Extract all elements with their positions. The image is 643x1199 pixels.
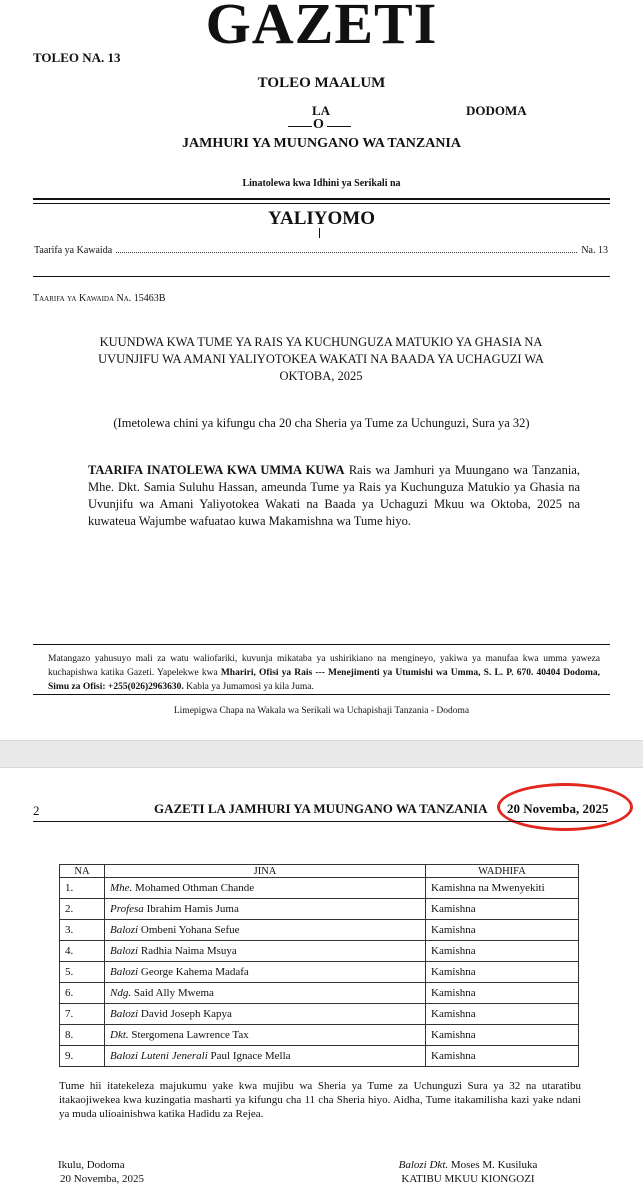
member-name — [105, 962, 426, 983]
member-title: Balozi — [110, 1008, 139, 1020]
row-number: 5. — [60, 962, 105, 983]
member-role: Kamishna na Mwenyekiti — [426, 878, 579, 899]
ornament-line-right — [327, 126, 351, 127]
row-number: 9. — [60, 1046, 105, 1067]
signer-name — [378, 1158, 558, 1172]
member-name — [105, 1004, 426, 1025]
member-title: Balozi — [110, 966, 139, 978]
notice-body-lead: TAARIFA INATOLEWA KWA UMMA KUWA — [88, 463, 345, 477]
masthead-title: GAZETI — [205, 0, 438, 56]
member-fullname: Stergomena Lawrence Tax — [128, 1029, 249, 1041]
ornament-o: O — [313, 117, 324, 132]
special-issue-label: TOLEO MAALUM — [257, 75, 386, 91]
toc-label: Taarifa ya Kawaida — [34, 245, 113, 256]
member-role: Kamishna — [426, 920, 579, 941]
signature-block — [378, 1158, 558, 1186]
member-name — [105, 920, 426, 941]
member-role: Kamishna — [426, 1025, 579, 1046]
signer-role: KATIBU MKUU KIONGOZI — [401, 1173, 535, 1185]
table-row — [60, 941, 579, 962]
member-role: Kamishna — [426, 983, 579, 1004]
rule-header-bottom — [33, 821, 607, 822]
table-row — [60, 1046, 579, 1067]
table-row — [60, 920, 579, 941]
notice-body — [88, 462, 580, 530]
table-row — [60, 1004, 579, 1025]
table-row — [60, 983, 579, 1004]
member-fullname: Paul Ignace Mella — [207, 1050, 291, 1062]
member-fullname: Ombeni Yohana Sefue — [138, 924, 240, 936]
member-fullname: Ibrahim Hamis Juma — [143, 903, 239, 915]
table-header-row — [60, 865, 579, 878]
place-label: DODOMA — [466, 103, 527, 118]
member-name — [105, 941, 426, 962]
printer-line: Limepigwa Chapa na Wakala wa Serikali wa Uchapishaji Tanzania - Dodoma — [173, 706, 470, 716]
page-separator — [0, 740, 643, 768]
table-row — [60, 899, 579, 920]
header-wadhifa: WADHIFA — [426, 865, 579, 878]
publishing-notice-end: Kabla ya Jumamosi ya kila Juma. — [183, 682, 314, 692]
member-title: Dkt. — [110, 1029, 129, 1041]
member-fullname: George Kahema Madafa — [138, 966, 249, 978]
header-date: 20 Novemba, 2025 — [507, 801, 609, 816]
table-row — [60, 878, 579, 899]
page-number: 2 — [33, 803, 40, 818]
contents-stem — [319, 228, 320, 238]
closing-paragraph: Tume hii itatekeleza majukumu yake kwa mujibu wa Sheria ya Tume za Uchunguzi Sura ya 32 na utaratibu itakaojiwekea kwa kuzingatia masharti ya kifungu cha 11 cha Sheria hiyo. Aidha, Tume itakamilisha kazi yake ndani ya muda ulioainishwa katika Hadidu za Rejea. — [59, 1080, 581, 1120]
member-role: Kamishna — [426, 899, 579, 920]
member-fullname: Mohamed Othman Chande — [132, 882, 255, 894]
member-title: Balozi — [110, 945, 139, 957]
member-title: Profesa — [110, 903, 144, 915]
publishing-notice-start: Matangazo yahusuyo mali za watu waliofariki, kuvunja mikataba ya ushirikiano na mengineyo, yakiwa ya manufaa kwa umma yaweza kuchapishwa katika Gazeti. Yapelekwe kwa — [48, 654, 600, 678]
member-title: Balozi Luteni Jenerali — [110, 1050, 208, 1062]
header-jina: JINA — [105, 865, 426, 878]
toc-leader — [116, 245, 577, 253]
row-number: 3. — [60, 920, 105, 941]
rule-notice-top — [33, 644, 610, 645]
running-header: GAZETI LA JAMHURI YA MUUNGANO WA TANZANIA — [154, 801, 488, 816]
member-fullname: Said Ally Mwema — [131, 987, 214, 999]
member-title: Mhe. — [110, 882, 133, 894]
notice-body-text: Rais wa Jamhuri ya Muungano wa Tanzania, Mhe. Dkt. Samia Suluhu Hassan, ameunda Tume ya Rais ya Kuchunguza Matukio ya Ghasia na Uvunjifu wa Amani Yaliyotokea Wakati na Baada ya Uchaguzi Mkuu wa Oktoba, 2025 na kuwateua Wajumbe wafuatao kuwa Makamishna wa Tume hiyo. — [88, 463, 580, 528]
issue-place: Ikulu, Dodoma — [58, 1159, 125, 1171]
member-fullname: Radhia Naima Msuya — [138, 945, 237, 957]
table-row — [60, 1025, 579, 1046]
row-number: 1. — [60, 878, 105, 899]
issue-date: 20 Novemba, 2025 — [60, 1173, 145, 1185]
ornament-line-left — [288, 126, 312, 127]
document-subtitle: (Imetolewa chini ya kifungu cha 20 cha Sheria ya Tume za Uchunguzi, Sura ya 32) — [113, 416, 530, 430]
row-number: 8. — [60, 1025, 105, 1046]
member-role: Kamishna — [426, 941, 579, 962]
document-title: KUUNDWA KWA TUME YA RAIS YA KUCHUNGUZA MATUKIO YA GHASIA NA UVUNJIFU WA AMANI YALIYOTOKEA WAKATI NA BAADA YA UCHAGUZI WA OKTOBA, 2025 — [98, 335, 544, 383]
member-role: Kamishna — [426, 1046, 579, 1067]
member-name — [105, 878, 426, 899]
member-name — [105, 1046, 426, 1067]
row-number: 6. — [60, 983, 105, 1004]
la-label: LA — [312, 103, 331, 118]
rule-notice-bottom — [33, 694, 610, 695]
rule-top-1 — [33, 198, 610, 200]
table-row — [60, 962, 579, 983]
row-number: 7. — [60, 1004, 105, 1025]
header-na: NA — [60, 865, 105, 878]
signer-fullname: Moses M. Kusiluka — [448, 1159, 538, 1171]
toc-number: Na. 13 — [581, 245, 608, 256]
publishing-notice-address: Mhariri, Ofisi ya Rais --- Menejimenti ya Utumishi wa Umma, S. L. P. 670. 40404 Dodoma, Simu za Ofisi: +255(026)2963630. — [48, 668, 600, 692]
notice-number: Taarifa ya Kawaida Na. 15463B — [33, 293, 166, 304]
member-role: Kamishna — [426, 1004, 579, 1025]
date-highlight-circle — [497, 783, 633, 831]
member-name — [105, 1025, 426, 1046]
member-role: Kamishna — [426, 962, 579, 983]
member-name — [105, 899, 426, 920]
row-number: 2. — [60, 899, 105, 920]
row-number: 4. — [60, 941, 105, 962]
authority-line: Linatolewa kwa Idhini ya Serikali na — [242, 178, 401, 189]
member-name — [105, 983, 426, 1004]
member-title: Balozi — [110, 924, 139, 936]
member-fullname: David Joseph Kapya — [138, 1008, 232, 1020]
republic-name: JAMHURI YA MUUNGANO WA TANZANIA — [182, 136, 461, 151]
member-title: Ndg. — [110, 987, 132, 999]
toc-row — [34, 245, 608, 256]
publishing-notice — [48, 652, 600, 694]
rule-toc-bottom — [33, 276, 610, 277]
contents-heading: YALIYOMO — [268, 208, 375, 229]
place-and-date — [58, 1158, 144, 1186]
signer-title: Balozi Dkt. — [398, 1159, 449, 1171]
commissioners-table — [59, 864, 579, 1067]
issue-number: TOLEO NA. 13 — [33, 50, 121, 65]
rule-top-2 — [33, 203, 610, 204]
